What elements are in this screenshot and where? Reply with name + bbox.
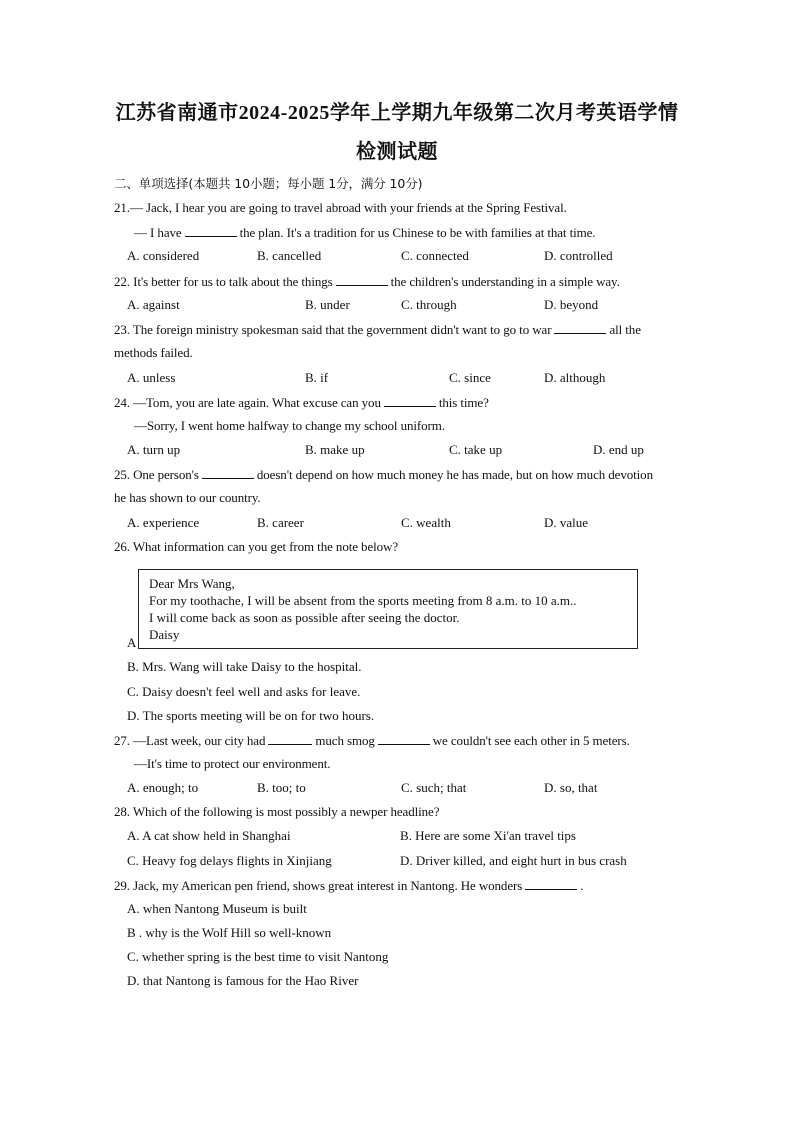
q24-reply: —Sorry, I went home halfway to change my school uniform. <box>134 418 445 433</box>
q28-stem: 28. Which of the following is most possibly a newper headline? <box>114 804 440 819</box>
q21-reply <box>134 224 595 241</box>
q22-stem-b: the children's understanding in a simple way. <box>390 274 620 289</box>
q21-reply-b: the plan. It's a tradition for us Chinese to be with families at that time. <box>239 225 596 240</box>
q27-option-b: B. too; to <box>257 780 306 795</box>
q25-option-c: C. wealth <box>401 515 451 530</box>
q23-stem-a: 23. The foreign ministry spokesman said that the government didn't want to go to war <box>114 322 552 337</box>
q25-stem-cont: he has shown to our country. <box>114 490 261 505</box>
q28-option-b: B. Here are some Xi'an travel tips <box>400 828 576 843</box>
q24-option-c: C. take up <box>449 442 503 457</box>
q24-stem-b: this time? <box>438 395 489 410</box>
q29-stem-a: 29. Jack, my American pen friend, shows great interest in Nantong. He wonders <box>114 878 523 893</box>
note-line-1: For my toothache, I will be absent from the sports meeting from 8 a.m. to 10 a.m.. <box>149 593 577 608</box>
q24-stem <box>114 394 489 411</box>
q29-stem <box>114 877 583 894</box>
q27-option-a: A. enough; to <box>127 780 199 795</box>
q28-option-d: D. Driver killed, and eight hurt in bus crash <box>400 853 627 868</box>
q29-option-b: B . why is the Wolf Hill so well-known <box>127 925 332 940</box>
q23-option-c: C. since <box>449 370 491 385</box>
note-line-2: I will come back as soon as possible after seeing the doctor. <box>149 610 460 625</box>
q24-stem-a: 24. —Tom, you are late again. What excuse can you <box>114 395 381 410</box>
section-header: 二、单项选择(本题共 10小题；每小题 1分，满分 10分) <box>114 176 423 191</box>
q23-option-d: D. although <box>544 370 606 385</box>
q22-stem-a: 22. It's better for us to talk about the things <box>114 274 333 289</box>
q26-option-a-partial: A <box>127 635 137 650</box>
q22-option-c: C. through <box>401 297 457 312</box>
q23-option-b: B. if <box>305 370 329 385</box>
q26-option-b: B. Mrs. Wang will take Daisy to the hospital. <box>127 659 362 674</box>
answer-blank <box>384 394 436 407</box>
answer-blank <box>525 877 577 890</box>
note-box <box>138 569 638 649</box>
q22-option-a: A. against <box>127 297 180 312</box>
q29-stem-b: . <box>580 878 584 893</box>
q23-option-a: A. unless <box>127 370 176 385</box>
answer-blank <box>336 273 388 286</box>
q21-option-d: D. controlled <box>544 248 613 263</box>
q28-option-a: A. A cat show held in Shanghai <box>127 828 291 843</box>
q24-option-d: D. end up <box>593 442 644 457</box>
q27-stem <box>114 732 630 749</box>
q21-option-a: A. considered <box>127 248 200 263</box>
answer-blank <box>378 732 430 745</box>
note-greeting: Dear Mrs Wang, <box>149 576 235 591</box>
q25-stem-b: doesn't depend on how much money he has made, but on how much devotion <box>256 467 653 482</box>
page-title-line1: 江苏省南通市2024-2025学年上学期九年级第二次月考英语学情 <box>115 102 679 124</box>
q21-option-c: C. connected <box>401 248 469 263</box>
page-title-line2: 检测试题 <box>356 141 438 163</box>
q29-option-a: A. when Nantong Museum is built <box>127 901 307 916</box>
q27-reply: —It's time to protect our environment. <box>134 756 331 771</box>
q24-option-b: B. make up <box>305 442 365 457</box>
q26-option-d: D. The sports meeting will be on for two hours. <box>127 708 375 723</box>
q27-stem-b: much smog <box>315 733 375 748</box>
q25-stem-a: 25. One person's <box>114 467 199 482</box>
q24-option-a: A. turn up <box>127 442 181 457</box>
q27-stem-a: 27. —Last week, our city had <box>114 733 266 748</box>
q23-stem-cont: methods failed. <box>114 345 193 360</box>
q21-reply-a: — I have <box>134 225 182 240</box>
q22-stem <box>114 273 620 290</box>
answer-blank <box>554 321 606 334</box>
note-signature: Daisy <box>149 627 180 642</box>
q25-stem <box>114 466 653 483</box>
q27-option-d: D. so, that <box>544 780 598 795</box>
q25-option-b: B. career <box>257 515 304 530</box>
q27-stem-c: we couldn't see each other in 5 meters. <box>432 733 630 748</box>
q23-stem <box>114 321 641 338</box>
q21-stem: 21.— Jack, I hear you are going to travel abroad with your friends at the Spring Festival. <box>114 200 567 215</box>
q22-option-b: B. under <box>305 297 350 312</box>
answer-blank <box>268 732 312 745</box>
q28-option-c: C. Heavy fog delays flights in Xinjiang <box>127 853 332 868</box>
q26-stem: 26. What information can you get from the note below? <box>114 539 398 554</box>
q25-option-a: A. experience <box>127 515 200 530</box>
q22-option-d: D. beyond <box>544 297 599 312</box>
q27-option-c: C. such; that <box>401 780 467 795</box>
q23-stem-b: all the <box>609 322 641 337</box>
q26-option-c: C. Daisy doesn't feel well and asks for leave. <box>127 684 361 699</box>
answer-blank <box>185 224 237 237</box>
q29-option-c: C. whether spring is the best time to visit Nantong <box>127 949 389 964</box>
q25-option-d: D. value <box>544 515 589 530</box>
q29-option-d: D. that Nantong is famous for the Hao River <box>127 973 359 988</box>
answer-blank <box>202 466 254 479</box>
q21-option-b: B. cancelled <box>257 248 322 263</box>
